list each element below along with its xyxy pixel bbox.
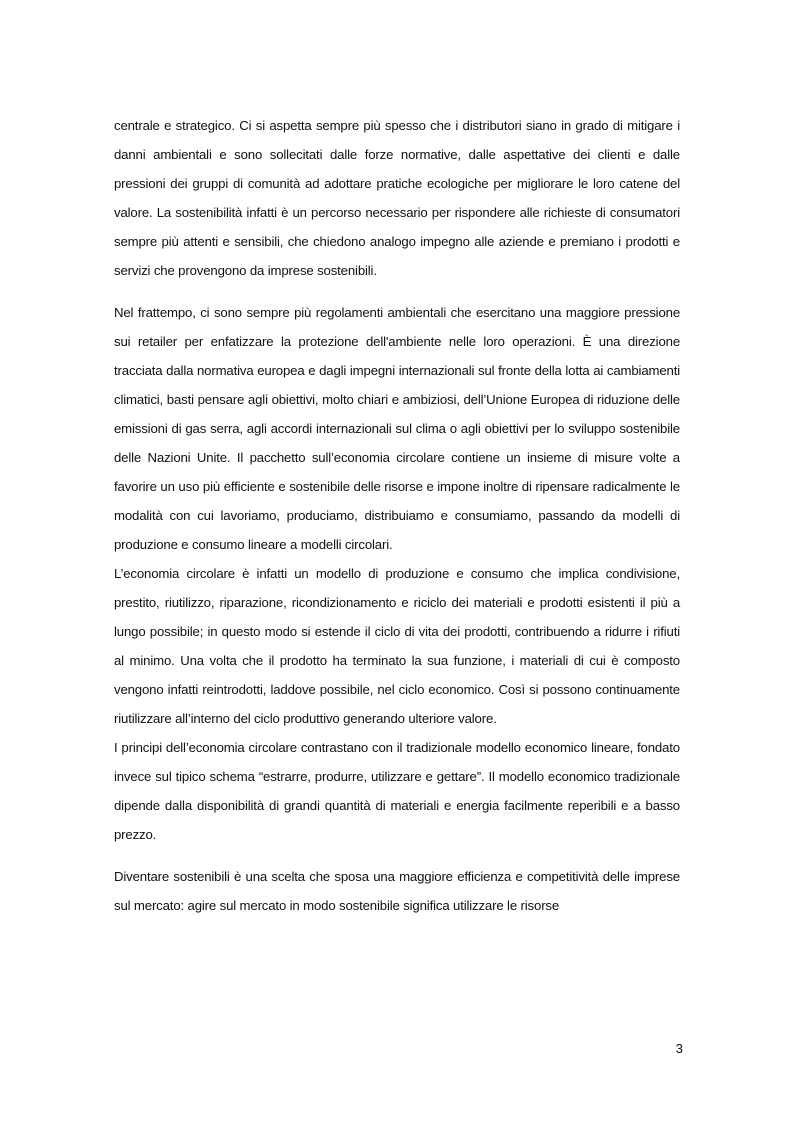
paragraph-sustainability-intro: centrale e strategico. Ci si aspetta sempre più spesso che i distributori siano in grado di mitigare i danni ambientali e sono sollecitati dalle forze normative, dalle aspettative dei clienti e dalle pressioni dei gruppi di comunità ad adottare pratiche ecologiche per migliorare le loro catene del valore. La sostenibilità infatti è un percorso necessario per rispondere alle richieste di consumatori sempre più attenti e sensibili, che chiedono analogo impegno alle aziende e premiano i prodotti e servizi che provengono da imprese sostenibili. — [114, 118, 680, 278]
paragraph-circular-economy-definition: L’economia circolare è infatti un modello di produzione e consumo che implica condivisione, prestito, riutilizzo, riparazione, ricondizionamento e riciclo dei materiali e prodotti esistenti il più a lungo possibile; in questo modo si estende il ciclo di vita dei prodotti, contribuendo a ridurre i rifiuti al minimo. Una volta che il prodotto ha terminato la sua funzione, i materiali di cui è composto vengono infatti reintrodotti, laddove possibile, nel ciclo economico. Così si possono continuamente riutilizzare all’interno del ciclo produttivo generando ulteriore valore. — [114, 566, 680, 726]
paragraph-environmental-regulations: Nel frattempo, ci sono sempre più regolamenti ambientali che esercitano una maggiore pressione sui retailer per enfatizzare la protezione dell'ambiente nelle loro operazioni. È una direzione tracciata dalla normativa europea e dagli impegni internazionali sul fronte della lotta ai cambiamenti climatici, basti pensare agli obiettivi, molto chiari e ambiziosi, dell’Unione Europea di riduzione delle emissioni di gas serra, agli accordi internazionali sul clima o agli obiettivi per lo sviluppo sostenibile delle Nazioni Unite. Il pacchetto sull’economia circolare contiene un insieme di misure volte a favorire un uso più efficiente e sostenibile delle risorse e impone inoltre di ripensare radicalmente le modalità con cui lavoriamo, produciamo, distribuiamo e consumiamo, passando da modelli di produzione e consumo lineare a modelli circolari. — [114, 305, 680, 552]
paragraph-linear-model-contrast: I principi dell’economia circolare contrastano con il tradizionale modello economico lineare, fondato invece sul tipico schema “estrarre, produrre, utilizzare e gettare”. Il modello economico tradizionale dipende dalla disponibilità di grandi quantità di materiali e energia facilmente reperibili e a basso prezzo. — [114, 740, 680, 842]
page-number: 3 — [675, 1041, 683, 1056]
document-page — [114, 111, 680, 920]
paragraph-becoming-sustainable: Diventare sostenibili è una scelta che sposa una maggiore efficienza e competitività delle imprese sul mercato: agire sul mercato in modo sostenibile significa utilizzare le risorse — [114, 869, 680, 913]
